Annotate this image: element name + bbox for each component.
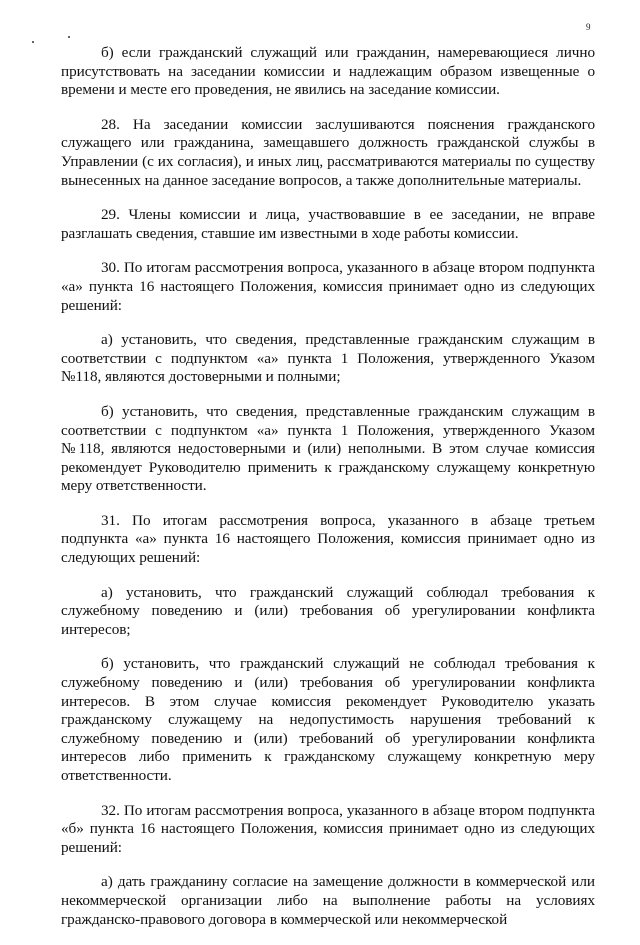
paragraph-30b: б) установить, что сведения, представленные гражданским служащим в соответствии с подпунктом «а» пункта 1 Положения, утвержденного Указом №118, являются недостоверными и (или) неполными. В этом случае комиссия рекомендует Руководителю применить к гражданскому служащему конкретную меру ответственности.	[61, 402, 595, 495]
document-body	[61, 44, 595, 945]
paragraph-32: 32. По итогам рассмотрения вопроса, указанного в абзаце втором подпункта «б» пункта 16 настоящего Положения, комиссия принимает одно из следующих решений:	[61, 801, 595, 856]
scan-speck	[68, 36, 70, 38]
paragraph-28: 28. На заседании комиссии заслушиваются пояснения гражданского служащего или гражданина, замещавшего должность гражданской службы в Управлении (с их согласия), и иных лиц, рассматриваются материалы по существу вынесенных на данное заседание вопросов, а также дополнительные материалы.	[61, 115, 595, 189]
paragraph-27b: б) если гражданский служащий или гражданин, намеревающиеся лично присутствовать на заседании комиссии и надлежащим образом извещенные о времени и месте его проведения, не явились на заседание комиссии.	[61, 44, 595, 99]
paragraph-32a: а) дать гражданину согласие на замещение должности в коммерческой или некоммерческой организации либо на выполнение работы на условиях гражданско-правового договора в коммерческой или некоммерческой	[61, 873, 595, 928]
paragraph-30: 30. По итогам рассмотрения вопроса, указанного в абзаце втором подпункта «а» пункта 16 настоящего Положения, комиссия принимает одно из следующих решений:	[61, 259, 595, 314]
scan-speck	[32, 41, 34, 43]
paragraph-31b: б) установить, что гражданский служащий не соблюдал требования к служебному поведению и (или) требования об урегулировании конфликта интересов. В этом случае комиссия рекомендует Руководителю указать гражданскому служащему на недопустимость нарушения требований к служебному поведению и (или) требований об урегулировании конфликта интересов либо применить к гражданскому служащему конкретную меру ответственности.	[61, 655, 595, 784]
page-number: 9	[586, 22, 591, 32]
paragraph-31a: а) установить, что гражданский служащий соблюдал требования к служебному поведению и (или) требования об урегулировании конфликта интересов;	[61, 583, 595, 638]
paragraph-31: 31. По итогам рассмотрения вопроса, указанного в абзаце третьем подпункта «а» пункта 16 настоящего Положения, комиссия принимает одно из следующих решений:	[61, 511, 595, 567]
paragraph-30a: а) установить, что сведения, представленные гражданским служащим в соответствии с подпунктом «а» пункта 1 Положения, утвержденного Указом №118, являются достоверными и полными;	[61, 331, 595, 386]
paragraph-29: 29. Члены комиссии и лица, участвовавшие в ее заседании, не вправе разглашать сведения, ставшие им известными в ходе работы комиссии.	[61, 206, 595, 242]
